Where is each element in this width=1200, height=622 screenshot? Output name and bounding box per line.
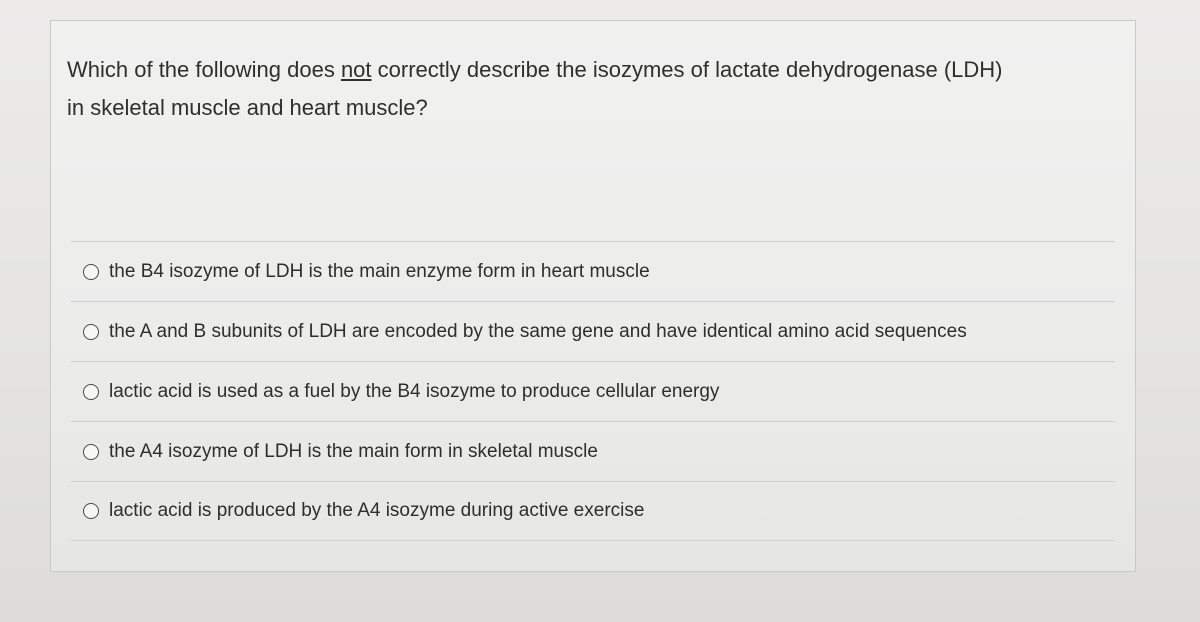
question-line-2: in skeletal muscle and heart muscle? bbox=[67, 95, 428, 120]
question-text bbox=[67, 51, 1117, 127]
radio-button-icon[interactable] bbox=[83, 264, 99, 280]
answer-option-label: the B4 isozyme of LDH is the main enzyme form in heart muscle bbox=[109, 260, 650, 282]
answer-option-4[interactable] bbox=[71, 421, 1115, 481]
answer-option-5[interactable] bbox=[71, 481, 1115, 541]
radio-button-icon[interactable] bbox=[83, 384, 99, 400]
radio-button-icon[interactable] bbox=[83, 503, 99, 519]
answer-option-label: lactic acid is produced by the A4 isozyme during active exercise bbox=[109, 500, 645, 521]
answer-option-2[interactable] bbox=[71, 301, 1115, 361]
answer-option-1[interactable] bbox=[71, 241, 1115, 301]
answer-option-label: the A and B subunits of LDH are encoded by the same gene and have identical amino acid sequences bbox=[109, 320, 967, 342]
radio-button-icon[interactable] bbox=[83, 444, 99, 460]
question-part-after: correctly describe the isozymes of lactate dehydrogenase (LDH) bbox=[371, 57, 1003, 82]
question-part-before: Which of the following does bbox=[67, 57, 341, 82]
answer-option-3[interactable] bbox=[71, 361, 1115, 421]
question-card bbox=[50, 20, 1136, 572]
answer-options bbox=[71, 241, 1115, 541]
question-emphasis: not bbox=[340, 57, 372, 82]
radio-button-icon[interactable] bbox=[83, 324, 99, 340]
answer-option-label: lactic acid is used as a fuel by the B4 isozyme to produce cellular energy bbox=[109, 380, 720, 402]
answer-option-label: the A4 isozyme of LDH is the main form in skeletal muscle bbox=[109, 440, 598, 462]
